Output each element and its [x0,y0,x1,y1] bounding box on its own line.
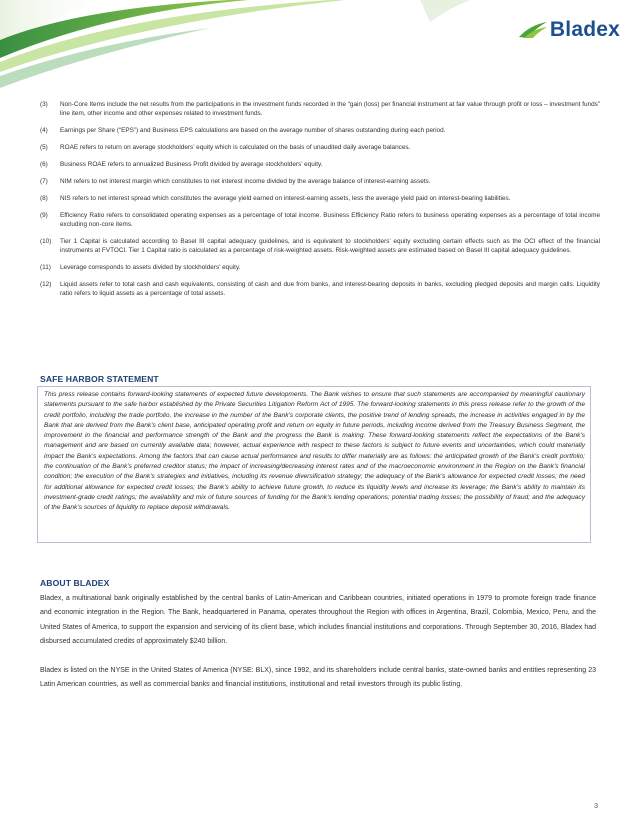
footnote-number: (7) [40,178,48,186]
footnote [40,161,600,170]
footnote [40,195,600,204]
footnote [40,238,600,256]
about-title: ABOUT BLADEX [40,578,110,588]
footnote-text: NIS refers to net interest spread which constitutes the average yield earned on interest-earning assets, less the average yield paid on interest-bearing liabilities. [60,195,511,203]
footnote-text: NIM refers to net interest margin which constitutes to net interest income divided by the average balance of interest-earning assets. [60,178,431,186]
footnote-number: (6) [40,161,48,169]
safe-harbor-statement: This press release contains forward-looking statements of expected future developments. The Bank wishes to ensure that such statements are accompanied by meaningful cautionary statements pursuant to the safe harbor established by the Private Securities Litigation Reform Act of 1995. The forward-looking statements in this press release refer to the growth of the credit portfolio, including the trade portfolio, the increase in the number of the Bank’s corporate clients, the positive trend of lending spreads, the increase in activities engaged in by the Bank that are derived from the Bank’s client base, anticipated operating profit and return on equity in future periods, including income derived from the Treasury Business Segment, the improvement in the financial and performance strength of the Bank and the progress the Bank is making. These forward-looking statements reflect the expectations of the Bank’s management and are based on currently available data; however, actual experience with respect to these factors is subject to future events and uncertainties, which could materially impact the Bank’s expectations. Among the factors that can cause actual performance and results to differ materially are as follows: the anticipated growth of the Bank’s credit portfolio; the continuation of the Bank’s preferred creditor status; the impact of increasing/decreasing interest rates and of the macroeconomic environment in the Region on the Bank’s financial condition; the execution of the Bank’s strategies and initiatives, including its revenue diversification strategy; the adequacy of the Bank’s allowance for expected credit losses; the need for additional allowance for expected credit losses; the Bank’s ability to achieve future growth, to reduce its liquidity levels and increase its leverage; the Bank’s ability to maintain its investment-grade credit ratings; the availability and mix of future sources of funding for the Bank’s lending operations; potential trading losses; the possibility of fraud; and the adequacy of the Bank’s sources of liquidity to replace deposit withdrawals. [37,386,591,543]
footnote-number: (4) [40,126,48,134]
footnote [40,264,600,273]
about-section [40,592,596,706]
about-paragraph: Bladex, a multinational bank originally established by the central banks of Latin-American and Caribbean countries, initiated operations in 1979 to promote foreign trade finance and economic integration in the Region. The Bank, headquartered in Panama, operates throughout the Region with offices in Argentina, Brazil, Colombia, Mexico, Peru, and the United States of America, to support the expansion and servicing of its client base, which includes financial institutions and corporations. Through September 30, 2016, Bladex had disbursed accumulated credits of approximately $240 billion. [40,595,596,646]
footnote [40,101,600,119]
footnote [40,212,600,230]
bladex-logo [518,18,620,42]
footnote-text: Earnings per Share (“EPS”) and Business EPS calculations are based on the average number of shares outstanding during each period. [60,126,446,134]
header-decoration [0,0,638,95]
footnote-text: Non-Core Items include the net results from the participations in the investment funds recorded in the “gain (loss) per financial instrument at fair value through profit or loss – investment funds” line item, other income and other expenses related to investment funds. [60,101,600,117]
footnote [40,281,600,299]
footnote [40,144,600,153]
safe-harbor-title: SAFE HARBOR STATEMENT [40,374,159,384]
footnote-number: (10) [40,238,52,246]
footnote-number: (5) [40,143,48,151]
footnote-number: (12) [40,281,52,289]
footnote-number: (9) [40,212,48,220]
footnote-text: Leverage corresponds to assets divided by stockholders’ equity. [60,264,241,272]
footnote-text: Efficiency Ratio refers to consolidated operating expenses as a percentage of total income. Business Efficiency Ratio refers to business operating expenses as a percentage of total income excluding non-core items. [60,212,600,229]
page-number: 3 [594,803,598,810]
footnote-text: Liquid assets refer to total cash and cash equivalents, consisting of cash and due from banks, and interest-bearing deposits in banks, excluding pledged deposits and margin calls. Liquidity ratio refers to liquid assets as a percentage of total assets. [60,281,600,298]
footnote [40,178,600,187]
footnote-text: Business ROAE refers to annualized Business Profit divided by average stockholders’ equity. [60,161,323,169]
footnote-text: ROAE refers to return on average stockholders’ equity which is calculated on the basis of unaudited daily average balances. [60,143,411,151]
footnote-number: (11) [40,264,51,272]
footnote [40,127,600,136]
footnote-number: (3) [40,101,48,108]
footnotes-list [40,101,600,307]
logo-swoosh-icon [518,21,548,39]
footnote-text: Tier 1 Capital is calculated according to Basel III capital adequacy guidelines, and is equivalent to stockholders’ equity excluding certain effects such as the OCI effect of the financial instruments at FVTOCI. Tier 1 Capital ratio is calculated as a percentage of risk-weighted assets. Risk-weighted assets are estimated based on Basel III capital adequacy guidelines. [60,238,600,255]
about-paragraph: Bladex is listed on the NYSE in the United States of America (NYSE: BLX), since 1992, and its shareholders include central banks, state-owned banks and entities representing 23 Latin American countries, as well as commercial banks and financial institutions, institutional and retail investors through its public listing. [40,666,596,689]
footnote-number: (8) [40,195,48,203]
logo-text: Bladex [549,18,620,41]
